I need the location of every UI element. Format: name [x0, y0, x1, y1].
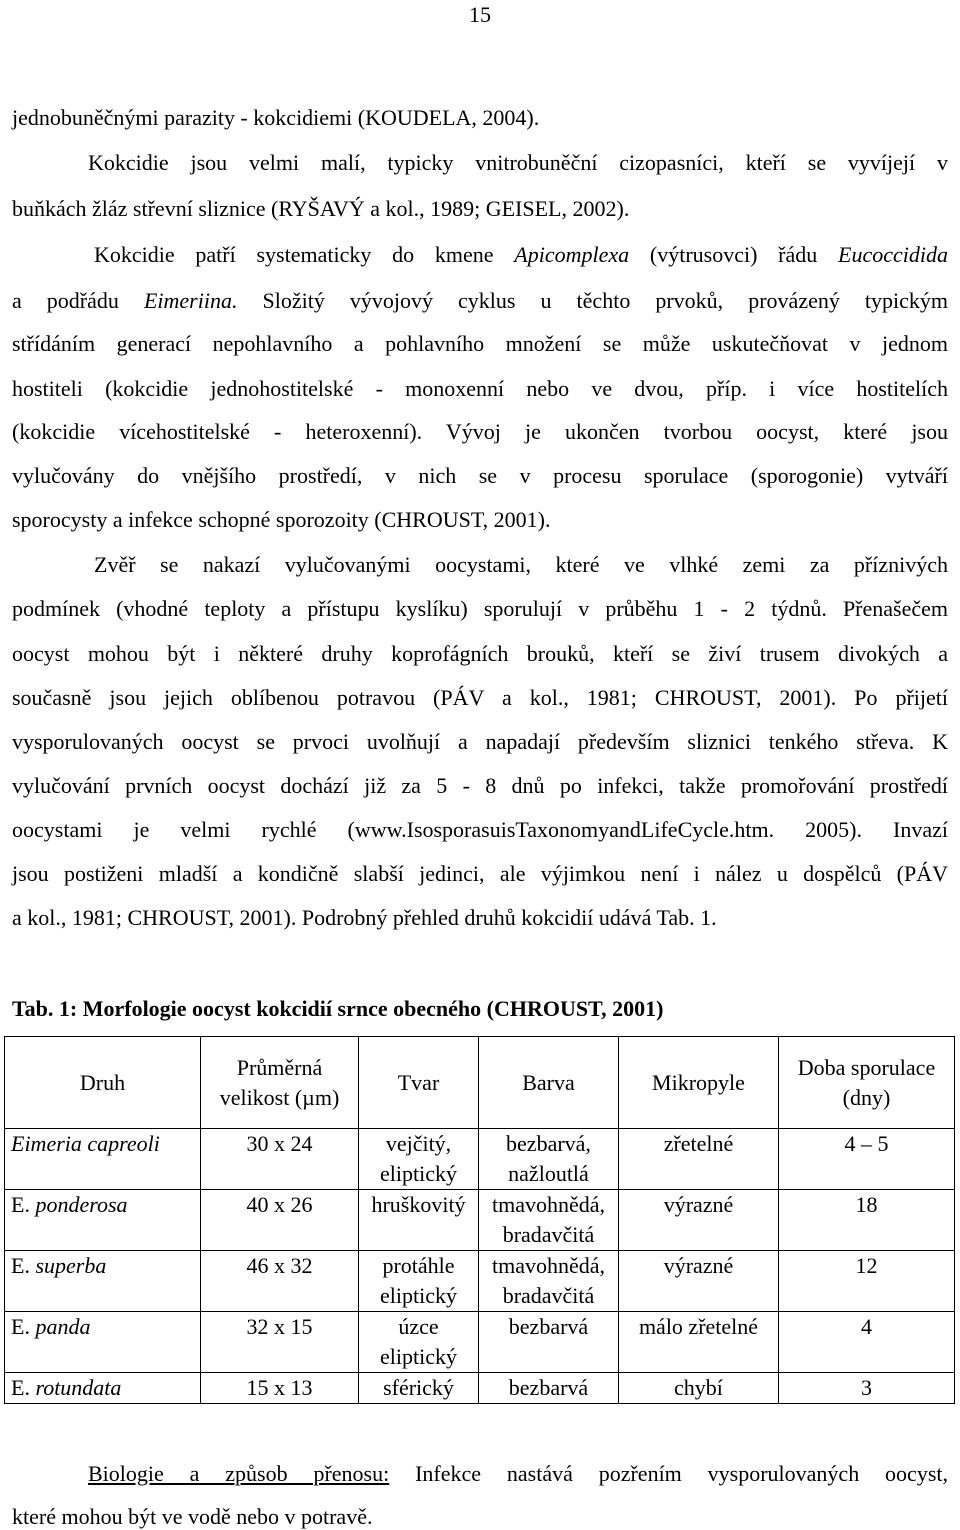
- color-cell: bezbarvá: [479, 1312, 619, 1373]
- text-run: a podřádu: [12, 288, 144, 313]
- species-cell: [5, 1251, 201, 1312]
- size-cell: 15 x 13: [201, 1373, 359, 1404]
- color-cell: bezbarvá, nažloutlá: [479, 1129, 619, 1190]
- closing-text: Infekce nastává pozřením vysporulovaných oocyst,: [389, 1461, 948, 1486]
- species-cell: [5, 1190, 201, 1251]
- table-row: [5, 1373, 955, 1404]
- shape-cell: sférický: [359, 1373, 479, 1404]
- micropyle-cell: chybí: [619, 1373, 779, 1404]
- text-line: [12, 463, 948, 489]
- shape-cell: hruškovitý: [359, 1190, 479, 1251]
- species-text: rotundata: [35, 1375, 122, 1400]
- text-run: vylučovány do vnějšího prostředí, v nich se v procesu sporulace (sporogonie) vytváří: [12, 463, 948, 488]
- table-row: [5, 1190, 955, 1251]
- micropyle-cell: zřetelné: [619, 1129, 779, 1190]
- sporulation-cell: 3: [779, 1373, 955, 1404]
- genus-text: Eimeria: [11, 1131, 82, 1156]
- text-line: [12, 105, 948, 131]
- text-run: hostiteli (kokcidie jednohostitelské - monoxenní nebo ve dvou, příp. i více hostitelích: [12, 376, 948, 401]
- text-line: [12, 376, 948, 402]
- color-cell: bezbarvá: [479, 1373, 619, 1404]
- text-run: Kokcidie jsou velmi malí, typicky vnitrobuněční cizopasníci, kteří se vyvíjejí v: [88, 150, 948, 175]
- species-text: panda: [35, 1314, 91, 1339]
- species-cell: [5, 1129, 201, 1190]
- text-run: jsou postiženi mladší a kondičně slabší jedinci, ale výjimkou není i nález u dospělců (PÁV: [12, 861, 948, 886]
- text-run: oocyst mohou být i některé druhy koprofágních brouků, kteří se živí trusem divokých a: [12, 641, 948, 666]
- text-line: [12, 331, 948, 357]
- genus-text: E.: [11, 1192, 30, 1217]
- table-header-row: [5, 1037, 955, 1129]
- text-run: Eimeriina.: [143, 288, 238, 313]
- text-run: jednobuněčnými parazity - kokcidiemi (KOUDELA, 2004).: [12, 105, 540, 130]
- closing-line-2: které mohou být ve vodě nebo v potravě.: [12, 1504, 373, 1529]
- header-shape: Tvar: [359, 1037, 479, 1129]
- closing-label: Biologie a způsob přenosu:: [88, 1461, 390, 1486]
- color-cell: tmavohnědá, bradavčitá: [479, 1190, 619, 1251]
- text-line: [12, 817, 948, 843]
- text-line: [12, 596, 948, 622]
- size-cell: 32 x 15: [201, 1312, 359, 1373]
- text-run: současně jsou jejich oblíbenou potravou (PÁV a kol., 1981; CHROUST, 2001). Po přijetí: [12, 685, 948, 710]
- micropyle-cell: výrazné: [619, 1251, 779, 1312]
- table-row: [5, 1251, 955, 1312]
- size-cell: 40 x 26: [201, 1190, 359, 1251]
- species-cell: [5, 1373, 201, 1404]
- text-run: oocystami je velmi rychlé (www.IsosporasuisTaxonomyandLifeCycle.htm. 2005). Invazí: [12, 817, 948, 842]
- text-line: [12, 507, 948, 533]
- text-line: [12, 729, 948, 755]
- size-cell: 46 x 32: [201, 1251, 359, 1312]
- genus-text: E.: [11, 1253, 30, 1278]
- page-number: 15: [469, 2, 491, 27]
- species-text: capreoli: [87, 1131, 160, 1156]
- text-run: (kokcidie vícehostitelské - heteroxenní). Vývoj je ukončen tvorbou oocyst, které jsou: [12, 419, 948, 444]
- text-line: [12, 196, 948, 222]
- species-cell: [5, 1312, 201, 1373]
- text-run: a kol., 1981; CHROUST, 2001). Podrobný přehled druhů kokcidií udává Tab. 1.: [12, 905, 717, 930]
- table-caption: Tab. 1: Morfologie oocyst kokcidií srnce obecného (CHROUST, 2001): [12, 996, 664, 1021]
- sporulation-cell: 4 – 5: [779, 1129, 955, 1190]
- shape-cell: vejčitý, eliptický: [359, 1129, 479, 1190]
- text-line: [12, 685, 948, 711]
- oocyst-table: [4, 1036, 955, 1404]
- header-color: Barva: [479, 1037, 619, 1129]
- size-cell: 30 x 24: [201, 1129, 359, 1190]
- text-run: Kokcidie patří systematicky do kmene: [94, 242, 515, 267]
- table-row: [5, 1129, 955, 1190]
- closing-line-1: [12, 1461, 948, 1487]
- sporulation-cell: 18: [779, 1190, 955, 1251]
- text-line: [88, 150, 948, 176]
- genus-text: E.: [11, 1375, 30, 1400]
- text-run: buňkách žláz střevní sliznice (RYŠAVÝ a kol., 1989; GEISEL, 2002).: [12, 196, 630, 221]
- text-line: [94, 242, 948, 268]
- text-run: Složitý vývojový cyklus u těchto prvoků, provázený typickým: [237, 288, 948, 313]
- text-run: podmínek (vhodné teploty a přístupu kyslíku) sporulují v průběhu 1 - 2 týdnů. Přenašečem: [12, 596, 948, 621]
- text-run: střídáním generací nepohlavního a pohlavního množení se může uskutečňovat v jednom: [12, 331, 948, 356]
- text-run: vylučování prvních oocyst dochází již za 5 - 8 dnů po infekci, takže promořování prostředí: [12, 773, 948, 798]
- sporulation-cell: 12: [779, 1251, 955, 1312]
- header-size: Průměrná velikost (µm): [201, 1037, 359, 1129]
- text-line: [12, 419, 948, 445]
- text-line: [94, 552, 948, 578]
- text-line: [12, 905, 948, 931]
- text-line: [12, 861, 948, 887]
- text-run: vysporulovaných oocyst se prvoci uvolňují a napadají především sliznici tenkého střeva. K: [12, 729, 948, 754]
- text-run: Apicomplexa: [514, 242, 630, 267]
- genus-text: E.: [11, 1314, 30, 1339]
- text-line: [12, 641, 948, 667]
- micropyle-cell: výrazné: [619, 1190, 779, 1251]
- micropyle-cell: málo zřetelné: [619, 1312, 779, 1373]
- text-run: Eucoccidida: [838, 242, 948, 267]
- species-text: superba: [35, 1253, 107, 1278]
- header-species: Druh: [5, 1037, 201, 1129]
- text-run: Zvěř se nakazí vylučovanými oocystami, které ve vlhké zemi za příznivých: [94, 552, 948, 577]
- table-row: [5, 1312, 955, 1373]
- shape-cell: úzce eliptický: [359, 1312, 479, 1373]
- sporulation-cell: 4: [779, 1312, 955, 1373]
- text-line: [12, 773, 948, 799]
- text-run: (výtrusovci) řádu: [629, 242, 839, 267]
- species-text: ponderosa: [35, 1192, 128, 1217]
- shape-cell: protáhle eliptický: [359, 1251, 479, 1312]
- color-cell: tmavohnědá, bradavčitá: [479, 1251, 619, 1312]
- header-sporulation: Doba sporulace (dny): [779, 1037, 955, 1129]
- text-line: [12, 288, 948, 314]
- header-micropyle: Mikropyle: [619, 1037, 779, 1129]
- text-run: sporocysty a infekce schopné sporozoity (CHROUST, 2001).: [12, 507, 551, 532]
